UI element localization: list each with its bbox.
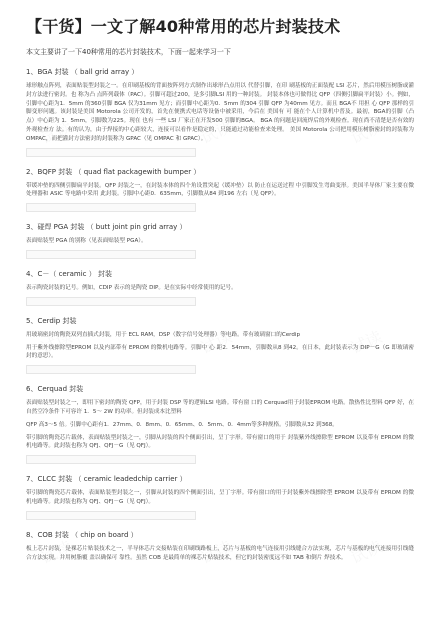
section-paragraph: 带引脚的陶瓷芯片载体，表面贴装型封装之一，引脚从封装的四个侧面引出，呈丁字形。带有窗口的用于封装紫外线擦除型 EPROM 以及带有 EPROM 的微机电路等。此封装也称为 QFJ、QFJ－G（见 QFJ）。 [26,490,414,505]
section-paragraph: 用于紫外线擦除型EPROM 以及内部带有 EPROM 的微机电路等。引脚中 心 距2．54mm，引脚数从8 到42。在日本，此封装表示为 DIP－G（G 即玻璃密封的意思）。 [26,344,414,360]
section-6 [26,384,414,464]
image-placeholder [26,365,196,374]
section-paragraph: 用玻璃密封的陶瓷双列直插式封装，用于 ECL RAM，DSP（数字信号处理器）等电路。带有玻璃窗口的Cerdip [26,331,301,338]
section-7 [26,474,414,520]
section-3 [26,222,414,259]
section-paragraph: 表示陶瓷封装的记号。例如，CDIP 表示的是陶瓷 DIP。是在实际中经常使用的记号。 [26,284,237,291]
section-paragraph: QFP 高3～5 倍。引脚中心距有1．27mm、0．8mm、0．65mm、0．5mm、0．4mm等多种规格。引脚数从32 到368。 [26,421,338,428]
section-heading: 6、Cerquad 封装 [26,385,84,394]
article-intro: 本文主要讲了一下40种常用的芯片封装技术，下面一起来学习一下 [26,48,231,56]
section-paragraph: 球形触点阵列，表面贴装型封装之一。在印刷基板的背面按阵列方式制作出球形凸点用以 代替引脚，在印 刷基板的正面装配 LSI 芯片，然后用模压树脂或灌封方法进行密封。也 称为凸 点阵列载体（PAC）。引脚可超过200，是多引脚LSI 用的一种封装。 封装本体也可做得比 QFP（四侧引脚扁平封装）小。例如，引脚中心距为1．5mm 的360引脚 BGA 仅为31mm 见方；而引脚中心距为0．5mm 的304 引脚 QFP 为40mm 见方。而且 BGA不 用担 心 QFP 那样的引脚变形问题。该封装是美国 Motorola 公司开发的，首先在便携式电话等设备中被采用，今后在 美国有 可 能在个人计算机中普及。最初，BGA的引脚（凸点）中心距为 1．5mm，引脚数为225。现在 也有 一些 LSI 厂家正在开发500 引脚的BGA。 BGA 的问题是回流焊后的外观检查。现在尚不清楚是否有效的外观检查方 法。有的认为，由于焊接的中心距较大，连接可以看作是稳定的，只能通过功能检查来处理。 美国 Motorola 公司把用模压树脂密封的封装称为 OMPAC，而把灌封方法密封的封装称为 GPAC（见 OMPAC 和 GPAC）。 [26,83,414,142]
section-paragraph: 板上芯片封装，是裸芯片贴装技术之一，半导体芯片交接贴装在印刷线路板上，芯片与基板的电气连接用引线缝合方法实现，芯片与基板的电气连接用引线缝合方法实现，并用树脂覆 盖以确保可 靠性。虽然 COB 是最简单的裸芯片贴装技术，但它的封装密度远不如 TAB 和倒片 焊技术。 [26,545,414,561]
section-8 [26,530,414,563]
article-title: 【干货】一文了解40种常用的芯片封装技术 [26,17,341,36]
section-heading: 3、碰焊 PGA 封装 （ butt joint pin grid array ） [26,223,187,232]
section-paragraph: 表面贴装型封装之一，即用下密封的陶瓷 QFP，用于封装 DSP 等的逻辑LSI 电路。带有窗 口的 Cerquad用于封装EPROM 电路。散热性比塑料 QFP 好，在自然空冷条件下可容许 1．5～ 2W 的功率。但封装成本比塑料 [26,400,414,415]
section-heading: 8、COB 封装 （ chip on board ） [26,530,138,539]
image-placeholder [26,455,196,464]
section-heading: 2、BQFP 封装 （ quad flat packagewith bumper ） [26,167,201,176]
section-heading: 5、Cerdip 封装 [26,316,77,325]
section-paragraph: 带缓冲垫的四侧引脚扁平封装。QFP 封装之一，在封装本体的四个角设置突起（缓冲垫）以 防止在运送过程 中引脚发生弯曲变形。美国半导体厂家主要在微处理器和 ASIC 等电路中采用 此封装。引脚中心距0．635mm，引脚数从84 到196 左右（见 QFP）。 [26,182,414,198]
image-placeholder [26,297,196,306]
section-paragraph: 带引脚的陶瓷芯片载体，表面贴装型封装之一，引脚从封装的四个侧面引出，呈丁字形。带有窗口的用于 封装紫外线擦除型 EPROM 以及带有 EPROM 的微机电路等。此封装也称为 QFJ、QFJ－G（见 QFJ）。 [26,434,414,450]
section-4 [26,269,414,306]
section-5 [26,316,414,374]
image-placeholder [26,511,196,520]
section-heading: 7、CLCC 封装 （ ceramic leadedchip carrier ） [26,475,187,484]
section-1 [26,67,414,157]
section-paragraph: 表面贴装型 PGA 的别称（见表面贴装型 PGA）。 [26,238,147,245]
section-heading: 1、BGA 封装 （ ball grid array ） [26,68,139,76]
section-2 [26,167,414,213]
image-placeholder [26,250,196,259]
image-placeholder [26,203,196,212]
image-placeholder [26,148,196,157]
section-heading: 4、C－（ ceramic ） 封装 [26,269,112,278]
